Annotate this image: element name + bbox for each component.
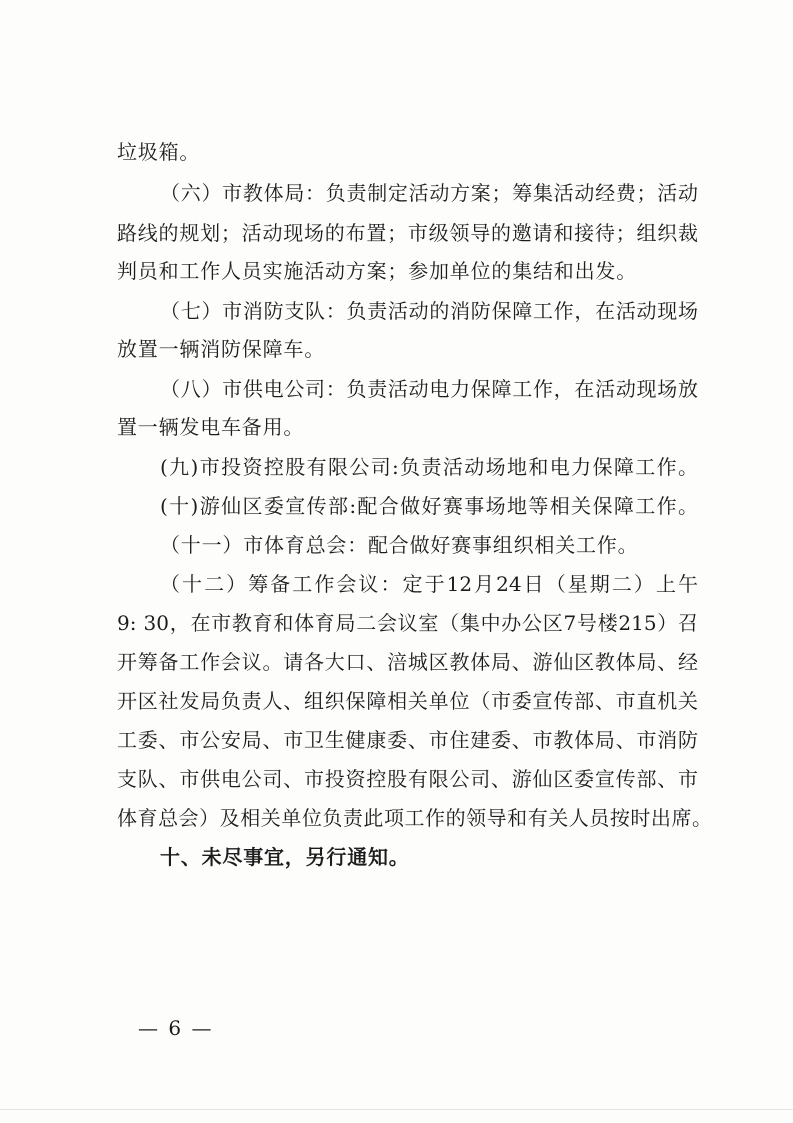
text-line: 体育总会）及相关单位负责此项工作的领导和有关人员按时出席。 [117, 806, 712, 830]
text-line: （十二）筹备工作会议：定于12月24日（星期二）上午 [160, 572, 698, 596]
text-line: 工委、市公安局、市卫生健康委、市住建委、市教体局、市消防 [117, 728, 698, 752]
text-line: 路线的规划；活动现场的布置；市级领导的邀请和接待；组织裁 [117, 221, 698, 245]
text-line: （六）市教体局：负责制定活动方案；筹集活动经费；活动 [160, 181, 698, 205]
text-line: (十)游仙区委宣传部:配合做好赛事场地等相关保障工作。 [160, 494, 698, 518]
page-number: — 6 — [138, 1016, 214, 1040]
section-heading: 十、未尽事宜，另行通知。 [160, 845, 410, 869]
text-line: 判员和工作人员实施活动方案；参加单位的集结和出发。 [117, 259, 637, 283]
text-line: 9: 30，在市教育和体育局二会议室（集中办公区7号楼215）召 [117, 611, 698, 635]
text-line: （八）市供电公司：负责活动电力保障工作，在活动现场放 [160, 377, 698, 401]
text-line: 开筹备工作会议。请各大口、涪城区教体局、游仙区教体局、经 [117, 650, 698, 674]
text-line: 支队、市供电公司、市投资控股有限公司、游仙区委宣传部、市 [117, 767, 698, 791]
text-line: (九)市投资控股有限公司:负责活动场地和电力保障工作。 [160, 455, 698, 479]
text-line: 开区社发局负责人、组织保障相关单位（市委宣传部、市直机关 [117, 689, 698, 713]
text-line: （七）市消防支队：负责活动的消防保障工作，在活动现场 [160, 299, 698, 323]
text-line: 放置一辆消防保障车。 [117, 337, 325, 361]
text-line: （十一）市体育总会：配合做好赛事组织相关工作。 [160, 533, 639, 557]
text-line: 置一辆发电车备用。 [117, 415, 305, 439]
text-line: 垃圾箱。 [117, 140, 201, 164]
scan-edge-divider [0, 1109, 793, 1110]
